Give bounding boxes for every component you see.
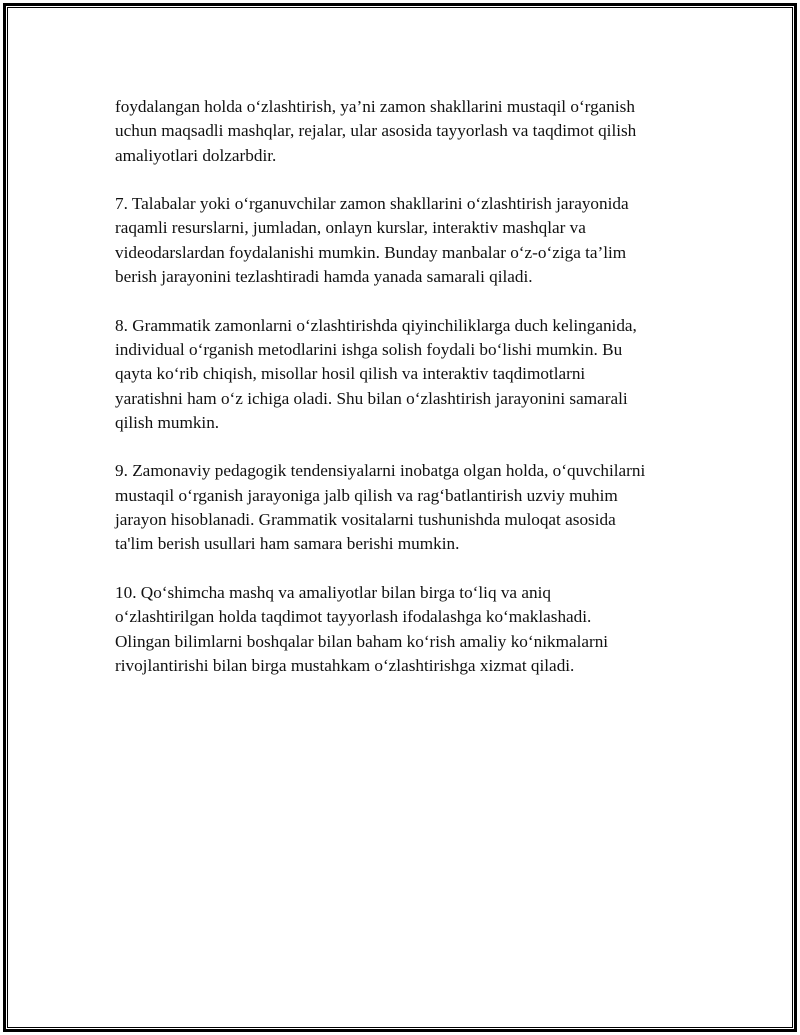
text-line: rivojlantirishi bilan birga mustahkam o‘zlashtirishga xizmat qiladi. [115, 655, 575, 675]
text-line: mustaqil o‘rganish jarayoniga jalb qilish va rag‘batlantirish uzviy muhim [115, 485, 618, 505]
text-line: berish jarayonini tezlashtiradi hamda yanada samarali qiladi. [115, 267, 533, 287]
document-body [115, 95, 705, 702]
text-line: 9. Zamonaviy pedagogik tendensiyalarni inobatga olgan holda, o‘quvchilarni [115, 461, 646, 481]
text-line: Olingan bilimlarni boshqalar bilan baham ko‘rish amaliy ko‘nikmalarni [115, 631, 609, 651]
text-line: yaratishni ham o‘z ichiga oladi. Shu bilan o‘zlashtirish jarayonini samarali [115, 388, 628, 408]
text-line: foydalangan holda o‘zlashtirish, ya’ni zamon shakllarini mustaqil o‘rganish [115, 97, 635, 116]
paragraph-item-9 [115, 459, 705, 556]
text-line: o‘zlashtirilgan holda taqdimot tayyorlash ifodalashga ko‘maklashadi. [115, 607, 592, 627]
text-line: uchun maqsadli mashqlar, rejalar, ular asosida tayyorlash va taqdimot qilish [115, 121, 637, 141]
text-line: raqamli resurslarni, jumladan, onlayn kurslar, interaktiv mashqlar va [115, 218, 586, 238]
paragraph-item-10 [115, 581, 705, 678]
text-line: 10. Qo‘shimcha mashq va amaliyotlar bilan birga to‘liq va aniq [115, 582, 551, 602]
text-line: jarayon hisoblanadi. Grammatik vositalarni tushunishda muloqat asosida [115, 510, 616, 530]
paragraph-continuation [115, 95, 705, 168]
text-line: amaliyotlari dolzarbdir. [115, 145, 277, 165]
text-line: qayta ko‘rib chiqish, misollar hosil qilish va interaktiv taqdimotlarni [115, 364, 586, 384]
text-line: 8. Grammatik zamonlarni o‘zlashtirishda qiyinchiliklarga duch kelinganida, [115, 315, 637, 335]
paragraph-item-7 [115, 192, 705, 289]
text-line: 7. Talabalar yoki o‘rganuvchilar zamon shakllarini o‘zlashtirish jarayonida [115, 194, 629, 214]
paragraph-item-8 [115, 314, 705, 435]
text-line: videodarslardan foydalanishi mumkin. Bunday manbalar o‘z-o‘ziga ta’lim [115, 242, 627, 262]
text-line: individual o‘rganish metodlarini ishga solish foydali bo‘lishi mumkin. Bu [115, 339, 623, 359]
text-line: qilish mumkin. [115, 412, 220, 432]
text-line: ta'lim berish usullari ham samara berishi mumkin. [115, 534, 460, 554]
